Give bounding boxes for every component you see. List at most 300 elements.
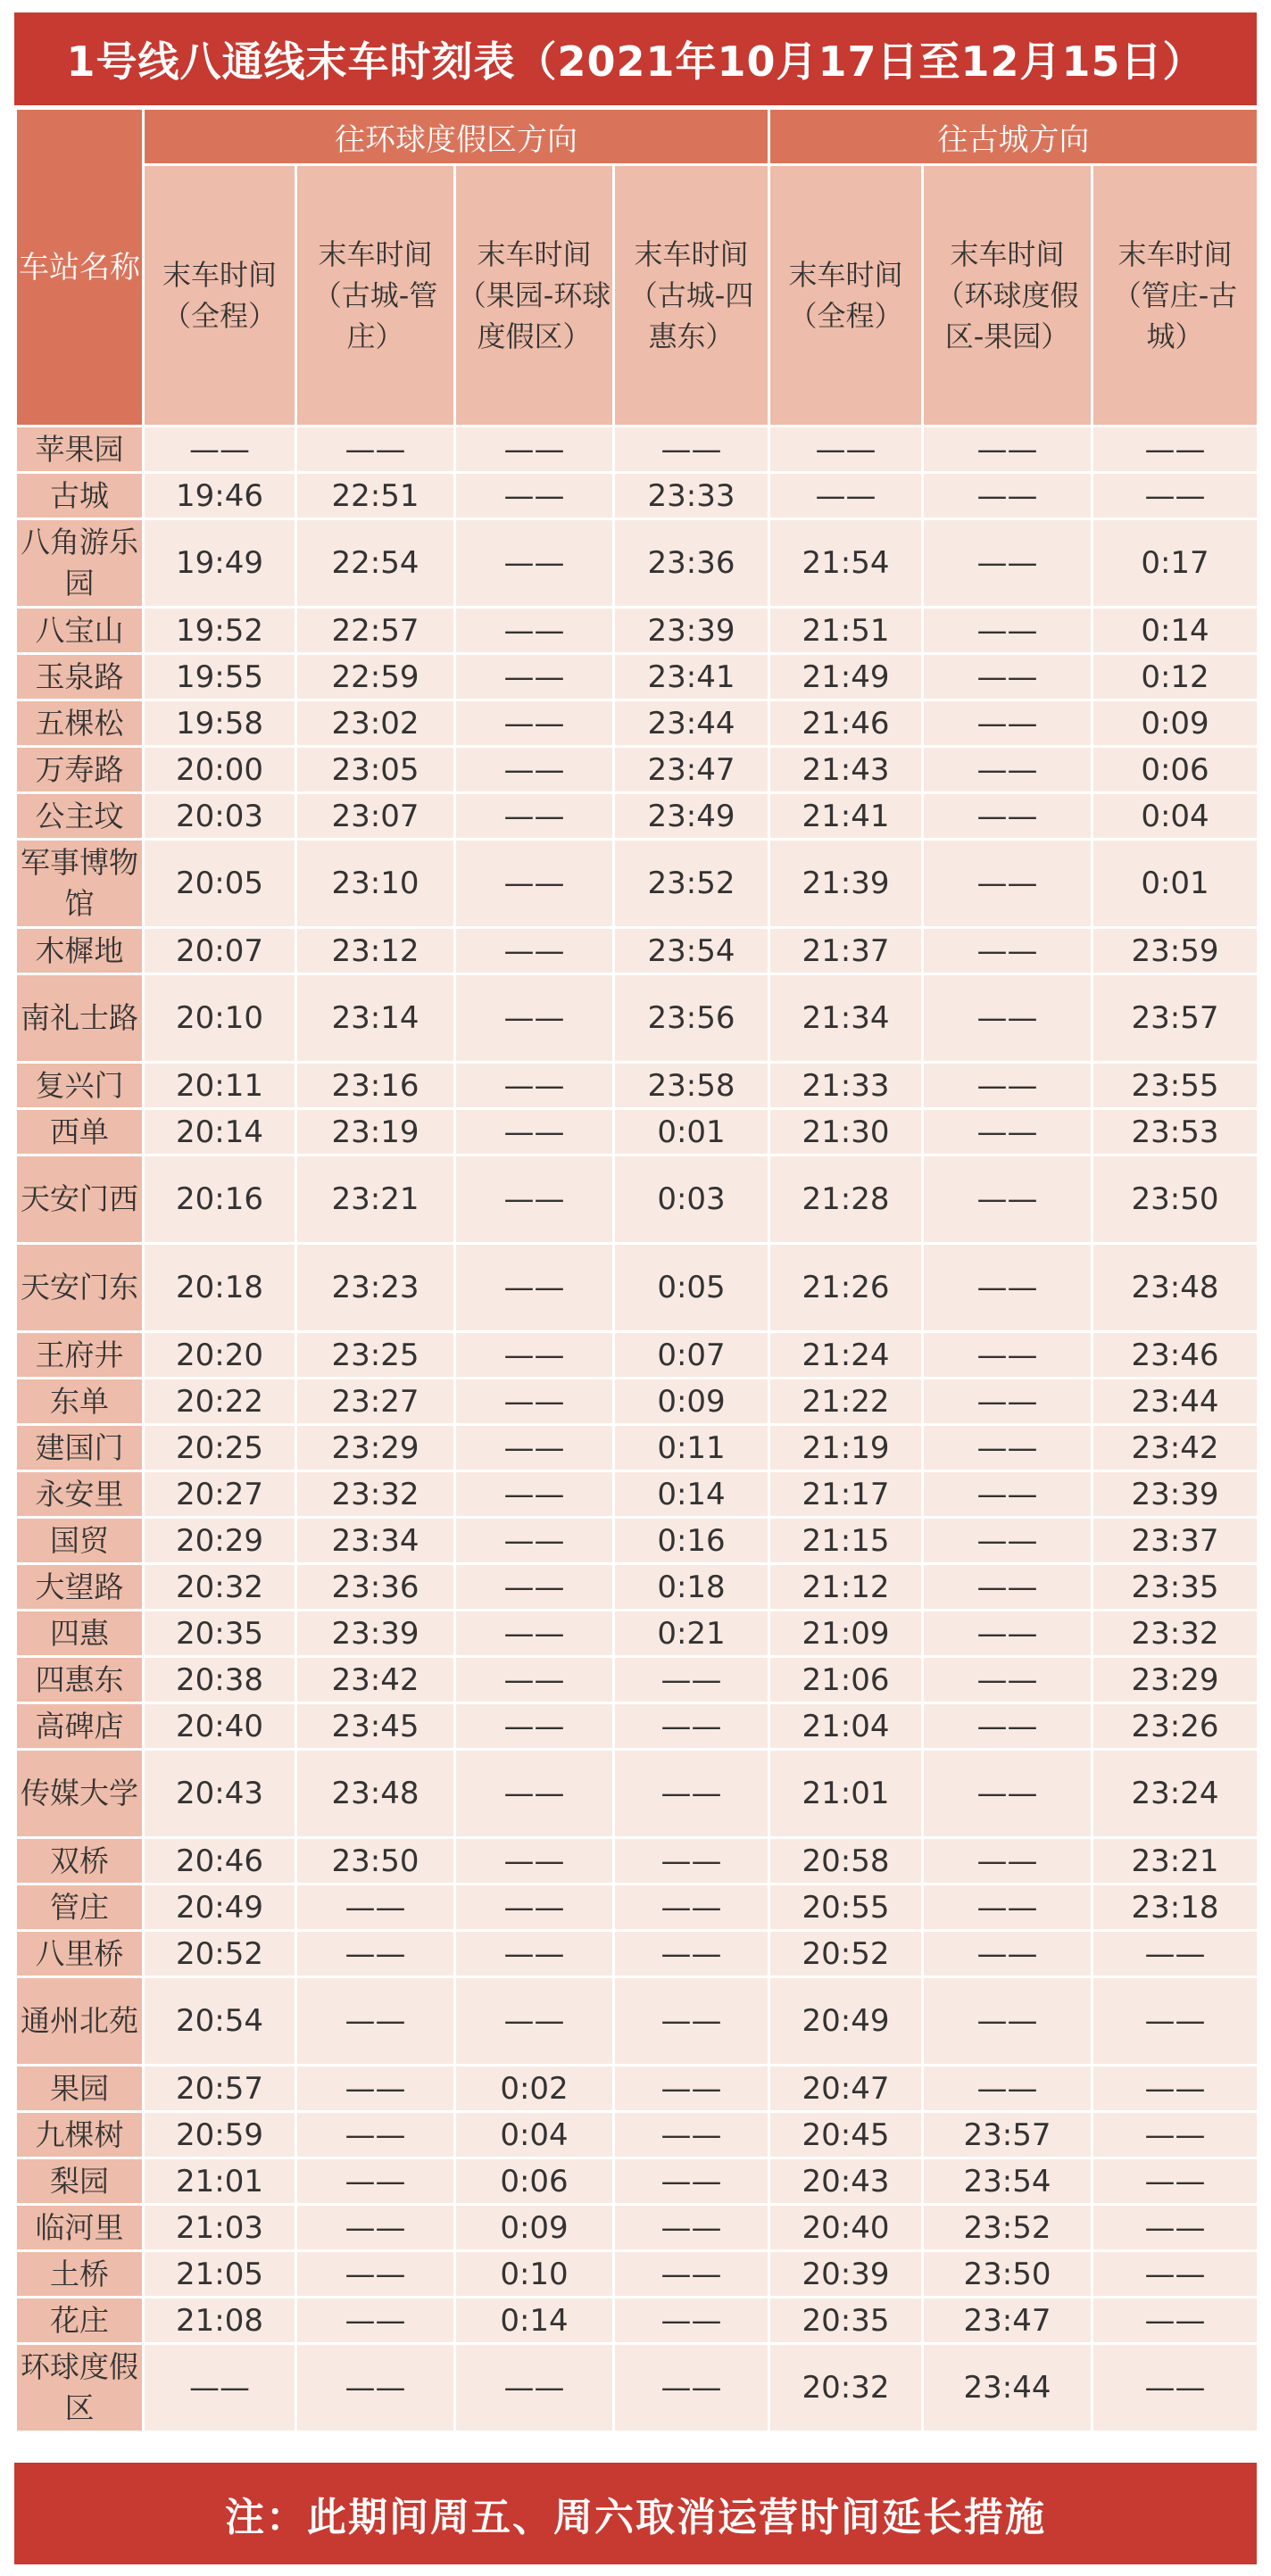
time-cell: 21:39 [769, 840, 923, 928]
time-cell: 21:12 [769, 1564, 923, 1611]
station-name: 复兴门 [16, 1063, 144, 1109]
table-row [16, 2344, 1259, 2432]
time-cell: 0:01 [1092, 840, 1259, 928]
time-cell: 23:57 [1092, 974, 1259, 1063]
time-cell: 23:45 [296, 1703, 455, 1750]
time-cell: 20:07 [144, 928, 296, 974]
time-cell: —— [1092, 2066, 1259, 2112]
time-cell: —— [923, 747, 1092, 793]
time-cell: 0:03 [614, 1155, 769, 1244]
station-name: 国贸 [16, 1518, 144, 1564]
time-cell: —— [296, 2298, 455, 2344]
time-cell: 20:03 [144, 793, 296, 840]
time-cell: —— [144, 427, 296, 473]
table-row [16, 793, 1259, 840]
time-cell: —— [455, 1518, 614, 1564]
time-cell: —— [296, 2205, 455, 2251]
station-name: 建国门 [16, 1425, 144, 1471]
table-row [16, 1977, 1259, 2066]
station-column-header: 车站名称 [16, 109, 144, 427]
time-cell: —— [455, 1109, 614, 1155]
time-cell: 0:06 [455, 2158, 614, 2205]
time-cell: 23:25 [296, 1332, 455, 1379]
table-row [16, 1425, 1259, 1471]
time-cell: —— [455, 1977, 614, 2066]
table-row [16, 654, 1259, 700]
station-name: 四惠 [16, 1611, 144, 1657]
time-cell: 22:54 [296, 519, 455, 608]
time-cell: 20:18 [144, 1244, 296, 1332]
time-cell: 21:34 [769, 974, 923, 1063]
time-cell: 23:10 [296, 840, 455, 928]
time-cell: 21:49 [769, 654, 923, 700]
time-cell: 23:27 [296, 1379, 455, 1425]
station-name: 军事博物馆 [16, 840, 144, 928]
time-cell: 23:36 [614, 519, 769, 608]
station-name: 九棵树 [16, 2112, 144, 2158]
time-cell: 23:52 [614, 840, 769, 928]
time-cell: 20:49 [144, 1884, 296, 1931]
time-cell: 20:22 [144, 1379, 296, 1425]
time-cell: 23:29 [1092, 1657, 1259, 1703]
time-cell: 23:33 [614, 473, 769, 519]
station-name: 八宝山 [16, 608, 144, 654]
time-cell: 22:57 [296, 608, 455, 654]
time-cell: 0:02 [455, 2066, 614, 2112]
time-cell: —— [769, 427, 923, 473]
time-cell: —— [614, 427, 769, 473]
time-cell: —— [455, 654, 614, 700]
time-cell: 19:55 [144, 654, 296, 700]
column-header-full-a: 末车时间（全程） [144, 165, 296, 427]
station-name: 管庄 [16, 1884, 144, 1931]
time-cell: —— [923, 1931, 1092, 1977]
table-row [16, 1931, 1259, 1977]
time-cell: —— [923, 1109, 1092, 1155]
time-cell: 21:01 [769, 1750, 923, 1838]
time-cell: —— [455, 473, 614, 519]
time-cell: 23:12 [296, 928, 455, 974]
station-name: 永安里 [16, 1471, 144, 1518]
time-cell: 23:16 [296, 1063, 455, 1109]
station-name: 万寿路 [16, 747, 144, 793]
time-cell: 21:08 [144, 2298, 296, 2344]
time-cell: 21:30 [769, 1109, 923, 1155]
station-name: 花庄 [16, 2298, 144, 2344]
table-row [16, 519, 1259, 608]
time-cell: —— [455, 608, 614, 654]
time-cell: 23:14 [296, 974, 455, 1063]
time-cell: 23:24 [1092, 1750, 1259, 1838]
station-name: 五棵松 [16, 700, 144, 747]
time-cell: 20:39 [769, 2251, 923, 2298]
time-cell: —— [923, 1244, 1092, 1332]
time-cell: 20:27 [144, 1471, 296, 1518]
table-row [16, 700, 1259, 747]
time-cell: —— [455, 700, 614, 747]
time-cell: —— [614, 2251, 769, 2298]
time-cell: —— [455, 1838, 614, 1884]
time-cell: 21:26 [769, 1244, 923, 1332]
time-cell: 23:46 [1092, 1332, 1259, 1379]
time-cell: —— [296, 1884, 455, 1931]
time-cell: 19:46 [144, 473, 296, 519]
time-cell: 23:56 [614, 974, 769, 1063]
time-cell: 21:24 [769, 1332, 923, 1379]
time-cell: —— [923, 1063, 1092, 1109]
time-cell: 23:39 [296, 1611, 455, 1657]
time-cell: 23:59 [1092, 928, 1259, 974]
station-name: 四惠东 [16, 1657, 144, 1703]
time-cell: 19:52 [144, 608, 296, 654]
time-cell: 19:58 [144, 700, 296, 747]
table-row [16, 1379, 1259, 1425]
table-row [16, 1244, 1259, 1332]
time-cell: —— [455, 1244, 614, 1332]
time-cell: —— [614, 1977, 769, 2066]
time-cell: —— [455, 1471, 614, 1518]
time-cell: 20:10 [144, 974, 296, 1063]
time-cell: —— [455, 928, 614, 974]
time-cell: —— [923, 928, 1092, 974]
time-cell: 23:42 [1092, 1425, 1259, 1471]
column-header-guoyuan-universal: 末车时间（果园-环球度假区） [455, 165, 614, 427]
time-cell: —— [614, 2158, 769, 2205]
direction-header-gucheng: 往古城方向 [769, 109, 1259, 165]
table-row [16, 1657, 1259, 1703]
time-cell: 21:01 [144, 2158, 296, 2205]
table-row [16, 473, 1259, 519]
table-row [16, 2158, 1259, 2205]
time-cell: 0:04 [1092, 793, 1259, 840]
time-cell: —— [614, 2066, 769, 2112]
time-cell: 0:12 [1092, 654, 1259, 700]
time-cell: 20:32 [769, 2344, 923, 2432]
time-cell: 23:49 [614, 793, 769, 840]
table-row [16, 1109, 1259, 1155]
time-cell: 23:58 [614, 1063, 769, 1109]
time-cell: —— [923, 1884, 1092, 1931]
time-cell: 23:48 [296, 1750, 455, 1838]
time-cell: 23:50 [1092, 1155, 1259, 1244]
time-cell: —— [455, 2344, 614, 2432]
time-cell: 23:57 [923, 2112, 1092, 2158]
time-cell: 23:54 [923, 2158, 1092, 2205]
time-cell: —— [455, 1379, 614, 1425]
time-cell: 21:06 [769, 1657, 923, 1703]
time-cell: —— [923, 519, 1092, 608]
table-row [16, 1063, 1259, 1109]
time-cell: —— [614, 1657, 769, 1703]
time-cell: —— [923, 2066, 1092, 2112]
time-cell: —— [614, 1884, 769, 1931]
time-cell: 0:16 [614, 1518, 769, 1564]
time-cell: —— [1092, 2251, 1259, 2298]
time-cell: —— [923, 1332, 1092, 1379]
time-cell: 23:18 [1092, 1884, 1259, 1931]
time-cell: —— [455, 1564, 614, 1611]
time-cell: 23:55 [1092, 1063, 1259, 1109]
time-cell: 23:44 [923, 2344, 1092, 2432]
time-cell: 23:44 [614, 700, 769, 747]
station-name: 公主坟 [16, 793, 144, 840]
time-cell: 0:05 [614, 1244, 769, 1332]
time-cell: 0:11 [614, 1425, 769, 1471]
timetable-poster [14, 12, 1257, 2564]
time-cell: 23:37 [1092, 1518, 1259, 1564]
time-cell: —— [923, 1471, 1092, 1518]
time-cell: 23:21 [1092, 1838, 1259, 1884]
time-cell: 0:10 [455, 2251, 614, 2298]
station-name: 古城 [16, 473, 144, 519]
table-row [16, 974, 1259, 1063]
column-header-universal-guoyuan: 末车时间（环球度假区-果园） [923, 165, 1092, 427]
table-row [16, 1611, 1259, 1657]
time-cell: —— [923, 974, 1092, 1063]
time-cell: 23:50 [923, 2251, 1092, 2298]
time-cell: 21:22 [769, 1379, 923, 1425]
time-cell: 20:47 [769, 2066, 923, 2112]
table-row [16, 608, 1259, 654]
station-name: 八角游乐园 [16, 519, 144, 608]
time-cell: —— [296, 2112, 455, 2158]
time-cell: —— [455, 840, 614, 928]
time-cell: 23:47 [614, 747, 769, 793]
time-cell: 20:46 [144, 1838, 296, 1884]
time-cell: 23:39 [614, 608, 769, 654]
time-cell: 0:14 [455, 2298, 614, 2344]
time-cell: 23:44 [1092, 1379, 1259, 1425]
time-cell: —— [455, 974, 614, 1063]
table-row [16, 1750, 1259, 1838]
time-cell: 23:21 [296, 1155, 455, 1244]
table-row [16, 1884, 1259, 1931]
time-cell: 21:19 [769, 1425, 923, 1471]
table-row [16, 1703, 1259, 1750]
time-cell: —— [614, 2298, 769, 2344]
time-cell: —— [455, 1332, 614, 1379]
time-cell: 20:35 [769, 2298, 923, 2344]
time-cell: 0:07 [614, 1332, 769, 1379]
table-row [16, 2251, 1259, 2298]
time-cell: —— [614, 1703, 769, 1750]
time-cell: —— [296, 2066, 455, 2112]
time-cell: 23:19 [296, 1109, 455, 1155]
time-cell: 21:04 [769, 1703, 923, 1750]
time-cell: 21:09 [769, 1611, 923, 1657]
time-cell: —— [923, 473, 1092, 519]
time-cell: —— [923, 1425, 1092, 1471]
time-cell: —— [923, 1155, 1092, 1244]
station-name: 木樨地 [16, 928, 144, 974]
time-cell: 20:05 [144, 840, 296, 928]
footnote: 注：此期间周五、周六取消运营时间延长措施 [14, 2463, 1257, 2564]
time-cell: 23:35 [1092, 1564, 1259, 1611]
time-cell: —— [1092, 2112, 1259, 2158]
time-cell: 21:54 [769, 519, 923, 608]
time-cell: 20:40 [144, 1703, 296, 1750]
table-row [16, 2205, 1259, 2251]
time-cell: 23:39 [1092, 1471, 1259, 1518]
time-cell: 23:05 [296, 747, 455, 793]
time-cell: 20:52 [769, 1931, 923, 1977]
station-name: 苹果园 [16, 427, 144, 473]
time-cell: 20:58 [769, 1838, 923, 1884]
time-cell: —— [923, 1379, 1092, 1425]
time-cell: 20:45 [769, 2112, 923, 2158]
time-cell: 23:52 [923, 2205, 1092, 2251]
column-header-gucheng-sihuidong: 末车时间（古城-四惠东） [614, 165, 769, 427]
time-cell: 23:29 [296, 1425, 455, 1471]
time-cell: 20:54 [144, 1977, 296, 2066]
column-header-guanzhuang-gucheng: 末车时间（管庄-古城） [1092, 165, 1259, 427]
table-row [16, 1471, 1259, 1518]
time-cell: —— [1092, 2344, 1259, 2432]
time-cell: 23:50 [296, 1838, 455, 1884]
table-row [16, 1155, 1259, 1244]
station-name: 玉泉路 [16, 654, 144, 700]
time-cell: 20:32 [144, 1564, 296, 1611]
time-cell: 0:04 [455, 2112, 614, 2158]
time-cell: 23:02 [296, 700, 455, 747]
time-cell: 20:43 [769, 2158, 923, 2205]
station-name: 临河里 [16, 2205, 144, 2251]
time-cell: 20:52 [144, 1931, 296, 1977]
time-cell: —— [1092, 2205, 1259, 2251]
time-cell: 20:43 [144, 1750, 296, 1838]
time-cell: —— [455, 519, 614, 608]
timetable [14, 107, 1259, 2433]
station-name: 天安门西 [16, 1155, 144, 1244]
time-cell: 0:21 [614, 1611, 769, 1657]
station-name: 土桥 [16, 2251, 144, 2298]
station-name: 南礼士路 [16, 974, 144, 1063]
page-title: 1号线八通线末车时刻表（2021年10月17日至12月15日） [14, 12, 1257, 105]
time-cell: —— [923, 608, 1092, 654]
table-row [16, 747, 1259, 793]
time-cell: 23:26 [1092, 1703, 1259, 1750]
station-name: 高碑店 [16, 1703, 144, 1750]
time-cell: —— [455, 1750, 614, 1838]
time-cell: —— [455, 1657, 614, 1703]
time-cell: 20:57 [144, 2066, 296, 2112]
time-cell: —— [614, 1838, 769, 1884]
time-cell: —— [769, 473, 923, 519]
time-cell: 23:47 [923, 2298, 1092, 2344]
time-cell: 0:18 [614, 1564, 769, 1611]
time-cell: 20:14 [144, 1109, 296, 1155]
column-header-full-b: 末车时间（全程） [769, 165, 923, 427]
direction-header-universal: 往环球度假区方向 [144, 109, 769, 165]
time-cell: —— [455, 1155, 614, 1244]
time-cell: —— [144, 2344, 296, 2432]
table-row [16, 1332, 1259, 1379]
time-cell: —— [1092, 2298, 1259, 2344]
time-cell: —— [923, 1564, 1092, 1611]
time-cell: —— [296, 2251, 455, 2298]
table-row [16, 1838, 1259, 1884]
time-cell: —— [923, 700, 1092, 747]
time-cell: —— [1092, 427, 1259, 473]
station-name: 八里桥 [16, 1931, 144, 1977]
time-cell: 20:25 [144, 1425, 296, 1471]
time-cell: 23:32 [296, 1471, 455, 1518]
time-cell: —— [1092, 2158, 1259, 2205]
station-name: 天安门东 [16, 1244, 144, 1332]
time-cell: —— [296, 427, 455, 473]
time-cell: 0:09 [455, 2205, 614, 2251]
time-cell: 20:49 [769, 1977, 923, 2066]
time-cell: 20:20 [144, 1332, 296, 1379]
time-cell: —— [455, 1931, 614, 1977]
time-cell: —— [455, 1063, 614, 1109]
time-cell: 21:43 [769, 747, 923, 793]
time-cell: 23:34 [296, 1518, 455, 1564]
time-cell: 21:15 [769, 1518, 923, 1564]
time-cell: —— [614, 1750, 769, 1838]
time-cell: —— [923, 793, 1092, 840]
time-cell: 0:14 [614, 1471, 769, 1518]
time-cell: —— [455, 1703, 614, 1750]
table-row [16, 2066, 1259, 2112]
time-cell: 20:35 [144, 1611, 296, 1657]
time-cell: 19:49 [144, 519, 296, 608]
time-cell: 21:33 [769, 1063, 923, 1109]
station-name: 通州北苑 [16, 1977, 144, 2066]
time-cell: 23:48 [1092, 1244, 1259, 1332]
time-cell: —— [614, 2344, 769, 2432]
time-cell: 20:16 [144, 1155, 296, 1244]
station-name: 王府井 [16, 1332, 144, 1379]
time-cell: 0:06 [1092, 747, 1259, 793]
station-name: 大望路 [16, 1564, 144, 1611]
station-name: 西单 [16, 1109, 144, 1155]
table-row [16, 2112, 1259, 2158]
table-row [16, 2298, 1259, 2344]
time-cell: —— [614, 1931, 769, 1977]
time-cell: —— [455, 747, 614, 793]
time-cell: 0:09 [1092, 700, 1259, 747]
time-cell: 21:37 [769, 928, 923, 974]
time-cell: 23:07 [296, 793, 455, 840]
time-cell: 20:00 [144, 747, 296, 793]
time-cell: —— [923, 840, 1092, 928]
time-cell: —— [923, 1611, 1092, 1657]
time-cell: —— [923, 1838, 1092, 1884]
time-cell: 23:32 [1092, 1611, 1259, 1657]
table-row [16, 1518, 1259, 1564]
time-cell: 20:38 [144, 1657, 296, 1703]
time-cell: 22:51 [296, 473, 455, 519]
time-cell: —— [923, 1703, 1092, 1750]
time-cell: —— [923, 1657, 1092, 1703]
time-cell: —— [1092, 1931, 1259, 1977]
time-cell: 21:51 [769, 608, 923, 654]
time-cell: 23:42 [296, 1657, 455, 1703]
time-cell: 20:40 [769, 2205, 923, 2251]
time-cell: 21:05 [144, 2251, 296, 2298]
time-cell: 23:41 [614, 654, 769, 700]
time-cell: —— [923, 1518, 1092, 1564]
time-cell: 23:54 [614, 928, 769, 974]
time-cell: 21:17 [769, 1471, 923, 1518]
time-cell: 23:53 [1092, 1109, 1259, 1155]
station-name: 环球度假区 [16, 2344, 144, 2432]
table-row [16, 928, 1259, 974]
time-cell: —— [455, 1884, 614, 1931]
time-cell: —— [923, 1750, 1092, 1838]
time-cell: 0:14 [1092, 608, 1259, 654]
